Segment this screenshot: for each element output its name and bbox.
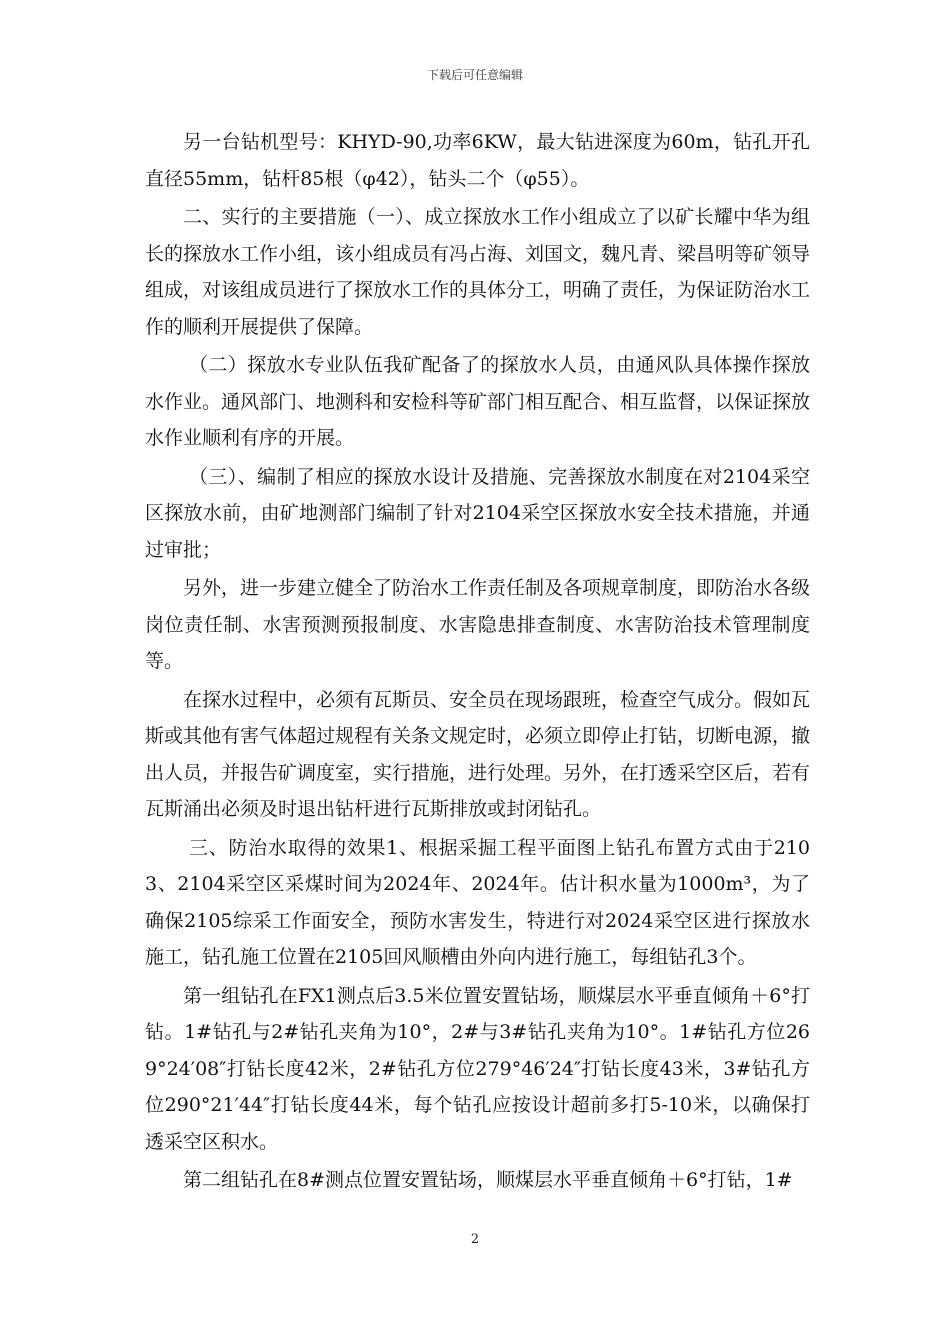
paragraph-second-group: 第二组钻孔在8#测点位置安置钻场，顺煤层水平垂直倾角＋6°打钻，1# bbox=[183, 1169, 793, 1191]
document-body bbox=[145, 124, 810, 1201]
paragraph-gas-safety: 在探水过程中，必须有瓦斯员、安全员在现场跟班，检查空气成分。假如瓦斯或其他有害气体超过规程有关条文规定时，必须立即停止打钻，切断电源，撤出人员，并报告矿调度室，实行措施，进行处理。另外，在打透采空区后，若有瓦斯涌出必须及时退出钻杆进行瓦斯排放或封闭钻孔。 bbox=[145, 688, 811, 820]
paragraph-main-measures: 二、实行的主要措施（一）、成立探放水工作小组成立了以矿长耀中华为组长的探放水工作小组，该小组成员有冯占海、刘国文，魏凡青、梁昌明等矿领导组成，对该组成员进行了探放水工作的具体分工，明确了责任，为保证防治水工作的顺利开展提供了保障。 bbox=[145, 206, 811, 338]
page-header: 下载后可任意编辑 bbox=[426, 68, 523, 82]
paragraph-first-group: 第一组钻孔在FX1测点后3.5米位置安置钻场，顺煤层水平垂直倾角＋6°打钻。1#钻孔与2#钻孔夹角为10°，2#与3#钻孔夹角为10°。1#钻孔方位269°24′08″打钻长度42米，2#钻孔方位279°46′24″打钻长度43米，3#钻孔方位290°21′44″打钻长度44米，每个钻孔应按设计超前多打5-10米，以确保打透采空区积水。 bbox=[145, 984, 810, 1153]
page-number: 2 bbox=[470, 1232, 480, 1247]
paragraph-drill-specs: 另一台钻机型号：KHYD-90,功率6KW，最大钻进深度为60m，钻孔开孔直径55mm，钻杆85根（φ42），钻头二个（φ55）。 bbox=[145, 131, 810, 190]
paragraph-design: （三）、编制了相应的探放水设计及措施、完善探放水制度在对2104采空区探放水前，由矿地测部门编制了针对2104采空区探放水安全技术措施，并通过审批； bbox=[145, 465, 810, 561]
paragraph-responsibility: 另外，进一步建立健全了防治水工作责任制及各项规章制度，即防治水各级岗位责任制、水害预测预报制度、水害隐患排查制度、水害防治技术管理制度等。 bbox=[145, 577, 811, 672]
paragraph-team: （二）探放水专业队伍我矿配备了的探放水人员，由通风队具体操作探放水作业。通风部门、地测科和安检科等矿部门相互配合、相互监督，以保证探放水作业顺利有序的开展。 bbox=[145, 354, 811, 449]
paragraph-results: 三、防治水取得的效果1、根据采掘工程平面图上钻孔布置方式由于2103、2104采空区采煤时间为2024年、2024年。估计积水量为1000m³，为了确保2105综采工作面安全，预防水害发生，特进行对2024采空区进行探放水施工，钻孔施工位置在2105回风顺槽由外向内进行施工，每组钻孔3个。 bbox=[145, 836, 810, 968]
